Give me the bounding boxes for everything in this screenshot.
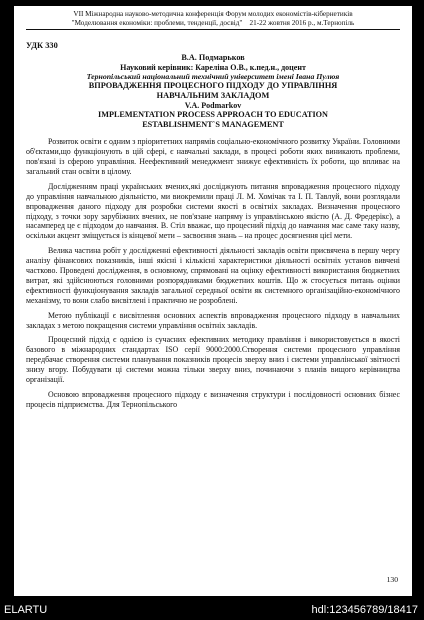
scientific-advisor: Науковий керівник: Кареліна О.В., к.пед.н., доцент [120,62,306,72]
title-ukrainian-line-1: ВПРОВАДЖЕННЯ ПРОЦЕСНОГО ПІДХОДУ ДО УПРАВЛІННЯ [88,81,338,91]
conference-header [26,10,400,30]
title-ukrainian [26,81,400,100]
page-number: 130 [386,575,398,584]
author-name: В.А. Подмарьков [181,53,245,63]
udk-code: УДК 330 [26,41,58,51]
paragraph: Основою впровадження процесного підходу є визначення структури і послідовності основних бізнес процесів підприємства. Для Тернопільського [26,390,400,409]
document-page [14,6,412,596]
repository-name: ELARTU [4,604,48,616]
author-name-english: V.A. Podmarkov [184,100,242,110]
paragraph: Метою публікації є висвітлення основних аспектів впровадження процесного підходу в навчальних закладах з метою покращення системи управління освітніх закладів. [26,310,400,330]
title-english [26,110,400,129]
title-english-line-1: IMPLEMENTATION PROCESS APPROACH TO EDUCATION [98,109,328,119]
affiliation: Тернопільський національний технічний університет імені Івана Пулюя [86,72,340,82]
body-text [26,137,400,410]
title-english-line-2: ESTABLISHMENT`S MANAGEMENT [142,119,284,129]
paragraph: Дослідженням праці українських вчених,які досліджують питання впровадження процесного підходу до управління навчальною діяльністю, ми виокремили праці Л. М. Хомічак та І. П. Тавлуй, вони розглядали впровадження даного підходу для розробки системи якості в освітніх закладах. Визначення процесного підходу, з точки зору зарубіжних вчених, не пов'язане напряму із управлінською якістю (А. Д. Фредерікс), а насамперед це є підходом до навчання. В. Стіл вважає, що процесний підхід до навчання має саме таку назву, оскільки акцент зміщується із кінцевої мети – засвоєння знань – на процес досягнення цієї мети. [26,181,400,241]
title-ukrainian-line-2: НАВЧАЛЬНИМ ЗАКЛАДОМ [156,90,270,100]
paragraph: Велика частина робіт у дослідженні ефективності діяльності закладів освіти присвячена в першу чергу аналізу фінансових показників, інші якісні і кількісні характеристики діяльності освітніх установ вивчені частково. Проведені дослідження, в основному, спрямовані на оцінку ефективності використання бюджетних витрат, які здійснюються головними розпорядниками бюджетних коштів. Що ж стосується питань оцінки ефективності функціонування закладів загальної середньої освіти як системного організаційно-економічного механізму, то вони слабо висвітлені і практично не розроблені. [26,246,400,305]
handle-id: hdl:123456789/18417 [311,604,418,616]
paragraph: Розвиток освіти є одним з пріоритетних напрямів соціально-економічного розвитку України. Головними об'єктами,що функціонують в цій сфері, є навчальні заклади, в процесі роботи яких виникають проблеми, пов'язані із сферою управління. Неефективний менеджмент знижує ефективність їх роботи, що впливає на загальний стан освіти в цілому. [26,137,400,176]
paragraph: Процесний підхід є однією із сучасних ефективних методику правління і використовується в якості базового в міжнародних стандартах ISO серії 9000:2000.Створення системи процесного управління передбачає створення системи планування показників процесів зверху вниз і системи управлінської звітності знизу вгору. Побудувати ці системи можна тільки зверху вниз, починаючи з планів вищого керівництва організації. [26,335,400,385]
conference-header-line-1: VII Міжнародна науково-методична конференція Форум молодих економістів-кібернетиків [73,10,353,18]
conference-header-line-2: "Моделювання економіки: проблеми, тенденції, досвід" 21-22 жовтня 2016 р., м.Тернопіль [71,18,355,27]
